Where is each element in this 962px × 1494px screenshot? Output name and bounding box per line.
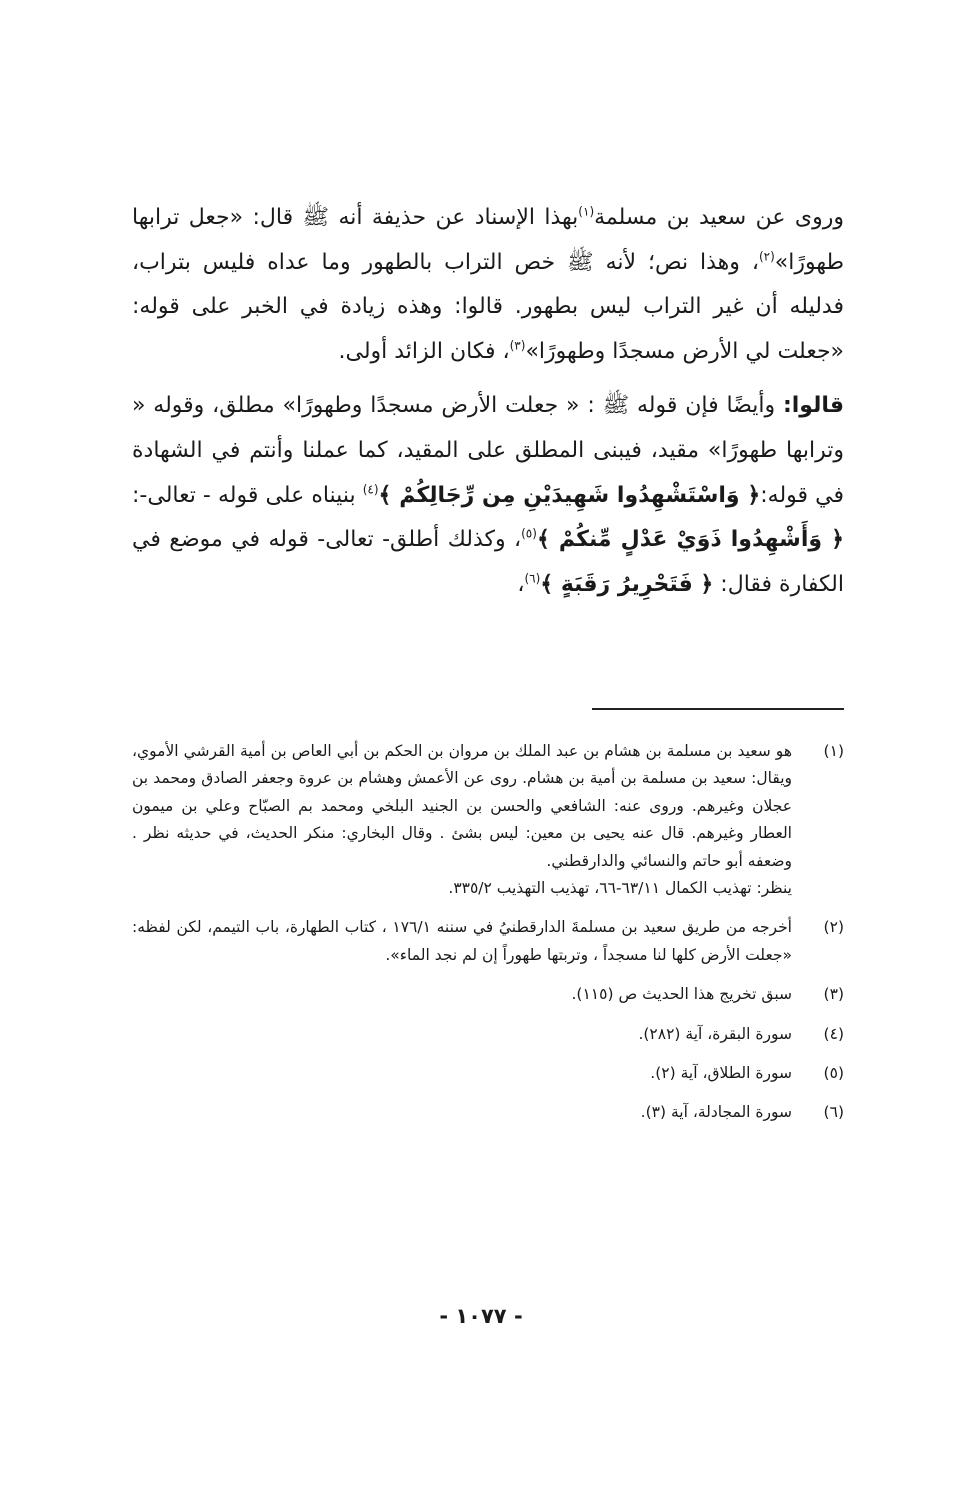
footnote-body bbox=[132, 981, 792, 1008]
p1-text-b: بهذا الإسناد عن حذيفة أنه ﷺ قال: «جعل ترابها طهورًا» bbox=[132, 205, 844, 275]
p1-text-c: ، وهذا نص؛ لأنه ﷺ خص التراب بالطهور وما عداه فليس بتراب، فدليله أن غير التراب ليس بطهور. قالوا: وهذه زيادة في الخبر على قوله: «جعلت لي الأرض مسجدًا وطهورًا» bbox=[132, 249, 844, 364]
footnote-line: ينظر: تهذيب الكمال ٦٣/١١-٦٦، تهذيب التهذيب ٣٣٥/٢. bbox=[448, 879, 792, 898]
p2-lead-word: قالوا: bbox=[782, 393, 844, 419]
footnote-body bbox=[132, 1099, 792, 1126]
page-number: - ١٠٧٧ - bbox=[439, 1304, 523, 1328]
footnote-6 bbox=[132, 1099, 844, 1126]
footnote-separator bbox=[592, 708, 844, 710]
footnotes bbox=[132, 738, 844, 1139]
footnote-5 bbox=[132, 1060, 844, 1087]
p1-text-d: ، فكان الزائد أولى. bbox=[338, 338, 510, 364]
footnote-body bbox=[132, 1060, 792, 1087]
footnote-line: سورة المجادلة، آية (٣). bbox=[640, 1103, 792, 1122]
footnote-number: (١) bbox=[823, 742, 844, 760]
p2-text-b: بنيناه على قوله - تعالى-: bbox=[132, 482, 363, 508]
footnote-body bbox=[132, 738, 792, 902]
footnote-1 bbox=[132, 738, 844, 902]
footnote-ref-6: (٦) bbox=[524, 571, 541, 586]
footnote-ref-1: (١) bbox=[578, 204, 595, 219]
footnote-line: سورة الطلاق، آية (٢). bbox=[650, 1064, 792, 1083]
paragraph-1 bbox=[132, 196, 844, 374]
footnote-number: (٤) bbox=[823, 1024, 844, 1043]
main-text bbox=[132, 196, 844, 607]
footnote-line: أخرجه من طريق سعيد بن مسلمةَ الدارقطنيُ في سننه ١٧٦/١ ، كتاب الطهارة، باب التيمم، لكن لفظه: «جعلت الأرض كلها لنا مسجداً ، وتربتها طهوراً إن لم نجد الماء». bbox=[132, 918, 792, 964]
footnote-number: (٥) bbox=[823, 1064, 844, 1083]
quran-quote-3: ﴿ فَتَحْرِيرُ رَقَبَةٍ ﴾ bbox=[540, 571, 714, 597]
footnote-number: (٢) bbox=[823, 918, 844, 937]
footnote-body bbox=[132, 914, 792, 969]
footnote-number: (٦) bbox=[823, 1103, 844, 1122]
paragraph-2 bbox=[132, 384, 844, 607]
footnote-line: هو سعيد بن مسلمة بن هشام بن عبد الملك بن مروان بن الحكم بن أبي العاص بن أمية القرشي الأموي، ويقال: سعيد بن مسلمة بن أمية بن هشام. روى عن الأعمش وهشام بن عروة وجعفر الصادق ومحمد بن عجلان وغيرهم. وروى عنه: الشافعي والحسن بن الجنيد البلخي ومحمد بم الصبّاح وعلي بن ميمون العطار وغيرهم. قال عنه يحيى بن معين: ليس بشئ . وقال البخاري: منكر الحديث، في حديثه نظر . وضعفه أبو حاتم والنسائي والدارقطني. bbox=[132, 742, 792, 870]
p2-text-d: ، bbox=[517, 571, 525, 597]
p2-text-c: ، وكذلك أطلق- تعالى- قوله في موضع في الكفارة فقال: bbox=[132, 527, 844, 597]
footnote-ref-2: (٢) bbox=[758, 249, 775, 264]
footnote-3 bbox=[132, 981, 844, 1008]
p1-text-a: وروى عن سعيد بن مسلمة bbox=[594, 205, 844, 230]
p2-text-a: وأيضًا فإن قوله ﷺ : « جعلت الأرض مسجدًا وطهورًا» مطلق، وقوله « وترابها طهورًا» مقيد، فيبنى المطلق على المقيد، كما عملنا وأنتم في الشهادة في قوله: bbox=[132, 393, 845, 508]
footnote-ref-3: (٣) bbox=[509, 338, 526, 353]
footnote-number: (٣) bbox=[823, 985, 844, 1004]
footnote-line: سبق تخريج هذا الحديث ص (١١٥). bbox=[571, 985, 792, 1004]
footnote-body bbox=[132, 1021, 792, 1048]
footnote-ref-5: (٥) bbox=[521, 526, 537, 541]
footnote-line: سورة البقرة، آية (٢٨٢). bbox=[638, 1024, 792, 1043]
footnote-4 bbox=[132, 1021, 844, 1048]
footnote-ref-4: (٤) bbox=[362, 482, 379, 497]
footnote-2 bbox=[132, 914, 844, 969]
quran-quote-1: ﴿ وَاسْتَشْهِدُوا شَهِيدَيْنِ مِن رِّجَالِكُمْ ﴾ bbox=[378, 482, 761, 508]
quran-quote-2: ﴿ وَأَشْهِدُوا ذَوَيْ عَدْلٍ مِّنكُمْ ﴾ bbox=[536, 527, 844, 553]
